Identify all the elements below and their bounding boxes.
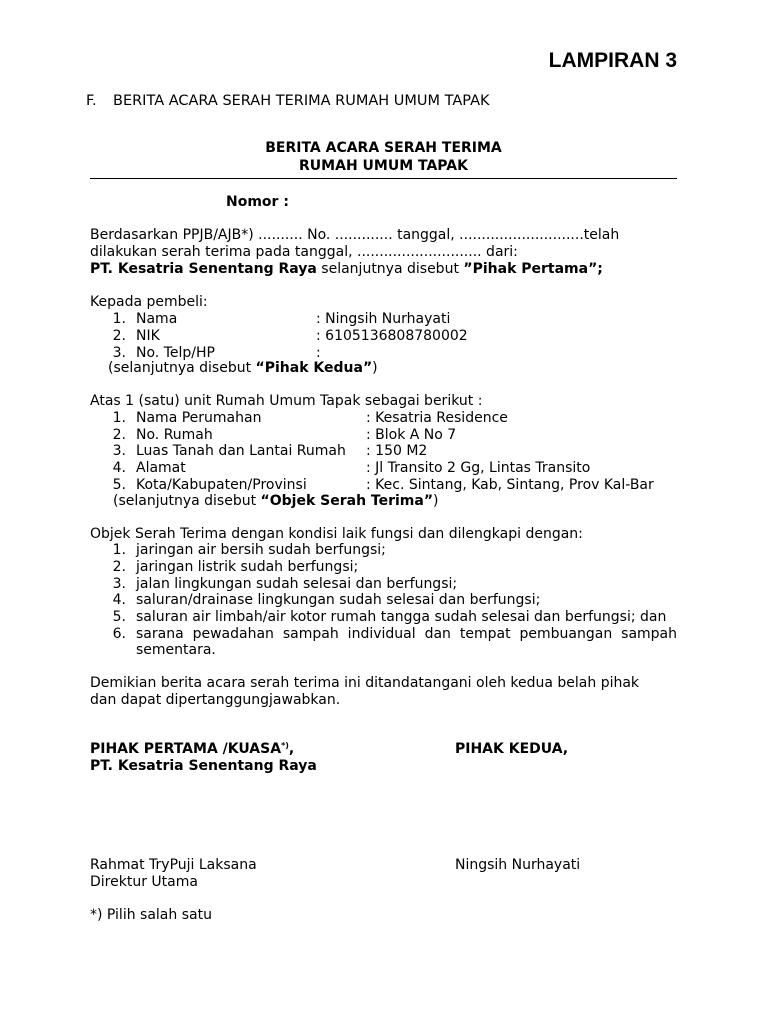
condition-text: saluran/drainase lingkungan sudah selesai dan berfungsi;	[136, 592, 541, 608]
note-text: )	[433, 493, 439, 509]
first-signer-name: Rahmat TryPuji Laksana	[90, 857, 257, 873]
unit-row	[104, 443, 126, 460]
buyer-value-phone: :	[316, 345, 321, 361]
object-designation: “Objek Serah Terima”	[260, 493, 434, 509]
condition-text: jalan lingkungan sudah selesai dan berfungsi;	[136, 576, 458, 592]
list-number: 2.	[112, 559, 126, 575]
unit-value: : Kesatria Residence	[366, 410, 508, 426]
title-divider	[90, 178, 677, 179]
condition-text: saluran air limbah/air kotor rumah tangga sudah selesai dan berfungsi; dan	[136, 609, 667, 625]
condition-item	[104, 592, 126, 609]
section-number: F.	[86, 93, 97, 109]
list-number: 2.	[112, 328, 126, 344]
second-party-label: PIHAK KEDUA,	[455, 741, 569, 757]
first-party-company-signature: PT. Kesatria Senentang Raya	[90, 758, 317, 774]
condition-text-continued: sementara.	[136, 642, 216, 658]
list-number: 1.	[112, 311, 126, 327]
condition-item	[104, 542, 126, 559]
buyer-row	[104, 328, 126, 345]
intro-line3	[90, 261, 603, 278]
unit-label: Nama Perumahan	[136, 410, 262, 426]
list-number: 3.	[112, 576, 126, 592]
unit-label: No. Rumah	[136, 427, 213, 443]
list-number: 6.	[112, 626, 126, 642]
condition-text: jaringan listrik sudah berfungsi;	[136, 559, 359, 575]
unit-label: Alamat	[136, 460, 186, 476]
nomor-label: Nomor :	[226, 194, 289, 210]
buyer-row	[104, 311, 126, 328]
buyer-heading: Kepada pembeli:	[90, 294, 208, 310]
unit-row	[104, 477, 126, 494]
first-signer-title: Direktur Utama	[90, 874, 198, 890]
list-number: 4.	[112, 592, 126, 608]
intro-line2: dilakukan serah terima pada tanggal, ............................ dari:	[90, 244, 518, 260]
intro-connector: selanjutnya disebut	[316, 261, 464, 277]
list-number: 2.	[112, 427, 126, 443]
section-title: BERITA ACARA SERAH TERIMA RUMAH UMUM TAPAK	[113, 93, 490, 109]
condition-text: sarana pewadahan sampah individual dan tempat pembuangan sampah	[136, 626, 677, 642]
list-number: 3.	[112, 443, 126, 459]
intro-line1: Berdasarkan PPJB/AJB*) .......... No. ............. tanggal, ............................telah	[90, 227, 620, 243]
condition-item	[104, 576, 126, 593]
second-signer-name: Ningsih Nurhayati	[455, 857, 581, 873]
list-number: 1.	[112, 542, 126, 558]
unit-row	[104, 427, 126, 444]
buyer-value-name: : Ningsih Nurhayati	[316, 311, 451, 327]
buyer-designation-note	[108, 360, 378, 377]
footnote: *) Pilih salah satu	[90, 907, 212, 923]
first-party-label-text: PIHAK PERTAMA /KUASA	[90, 741, 282, 757]
document-title-line2: RUMAH UMUM TAPAK	[299, 158, 468, 174]
buyer-label-name: Nama	[136, 311, 178, 327]
unit-designation-note	[113, 493, 439, 510]
second-party-designation: “Pihak Kedua”	[255, 360, 373, 376]
first-party-company: PT. Kesatria Senentang Raya	[90, 261, 317, 277]
closing-line2: dan dapat dipertanggungjawabkan.	[90, 692, 341, 708]
note-text: (selanjutnya disebut	[113, 493, 261, 509]
unit-row	[104, 410, 126, 427]
first-party-label-comma: ,	[288, 741, 295, 757]
closing-line1: Demikian berita acara serah terima ini ditandatangani oleh kedua belah pihak	[90, 675, 640, 691]
unit-value: : Jl Transito 2 Gg, Lintas Transito	[366, 460, 591, 476]
first-party-designation: ”Pihak Pertama”;	[463, 261, 603, 277]
unit-label: Kota/Kabupaten/Provinsi	[136, 477, 307, 493]
footnote-marker: *)	[281, 741, 289, 750]
lampiran-label: LAMPIRAN 3	[548, 49, 677, 72]
unit-value: : Kec. Sintang, Kab, Sintang, Prov Kal-Bar	[366, 477, 654, 493]
list-number: 5.	[112, 477, 126, 493]
condition-text: jaringan air bersih sudah berfungsi;	[136, 542, 386, 558]
section-heading	[86, 92, 490, 110]
condition-item	[104, 559, 126, 576]
condition-heading: Objek Serah Terima dengan kondisi laik fungsi dan dilengkapi dengan:	[90, 526, 583, 542]
unit-value: : 150 M2	[366, 443, 428, 459]
note-text: )	[372, 360, 378, 376]
note-text: (selanjutnya disebut	[108, 360, 256, 376]
condition-item	[104, 626, 126, 643]
buyer-label-nik: NIK	[136, 328, 160, 344]
unit-label: Luas Tanah dan Lantai Rumah	[136, 443, 346, 459]
unit-value: : Blok A No 7	[366, 427, 457, 443]
unit-row	[104, 460, 126, 477]
buyer-value-nik: : 6105136808780002	[316, 328, 468, 344]
buyer-label-phone: No. Telp/HP	[136, 345, 215, 361]
list-number: 5.	[112, 609, 126, 625]
condition-item	[104, 609, 126, 626]
first-party-label	[90, 741, 294, 758]
list-number: 3.	[112, 345, 126, 361]
list-number: 4.	[112, 460, 126, 476]
document-title-line1: BERITA ACARA SERAH TERIMA	[265, 140, 502, 156]
list-number: 1.	[112, 410, 126, 426]
unit-heading: Atas 1 (satu) unit Rumah Umum Tapak sebagai berikut :	[90, 393, 483, 409]
